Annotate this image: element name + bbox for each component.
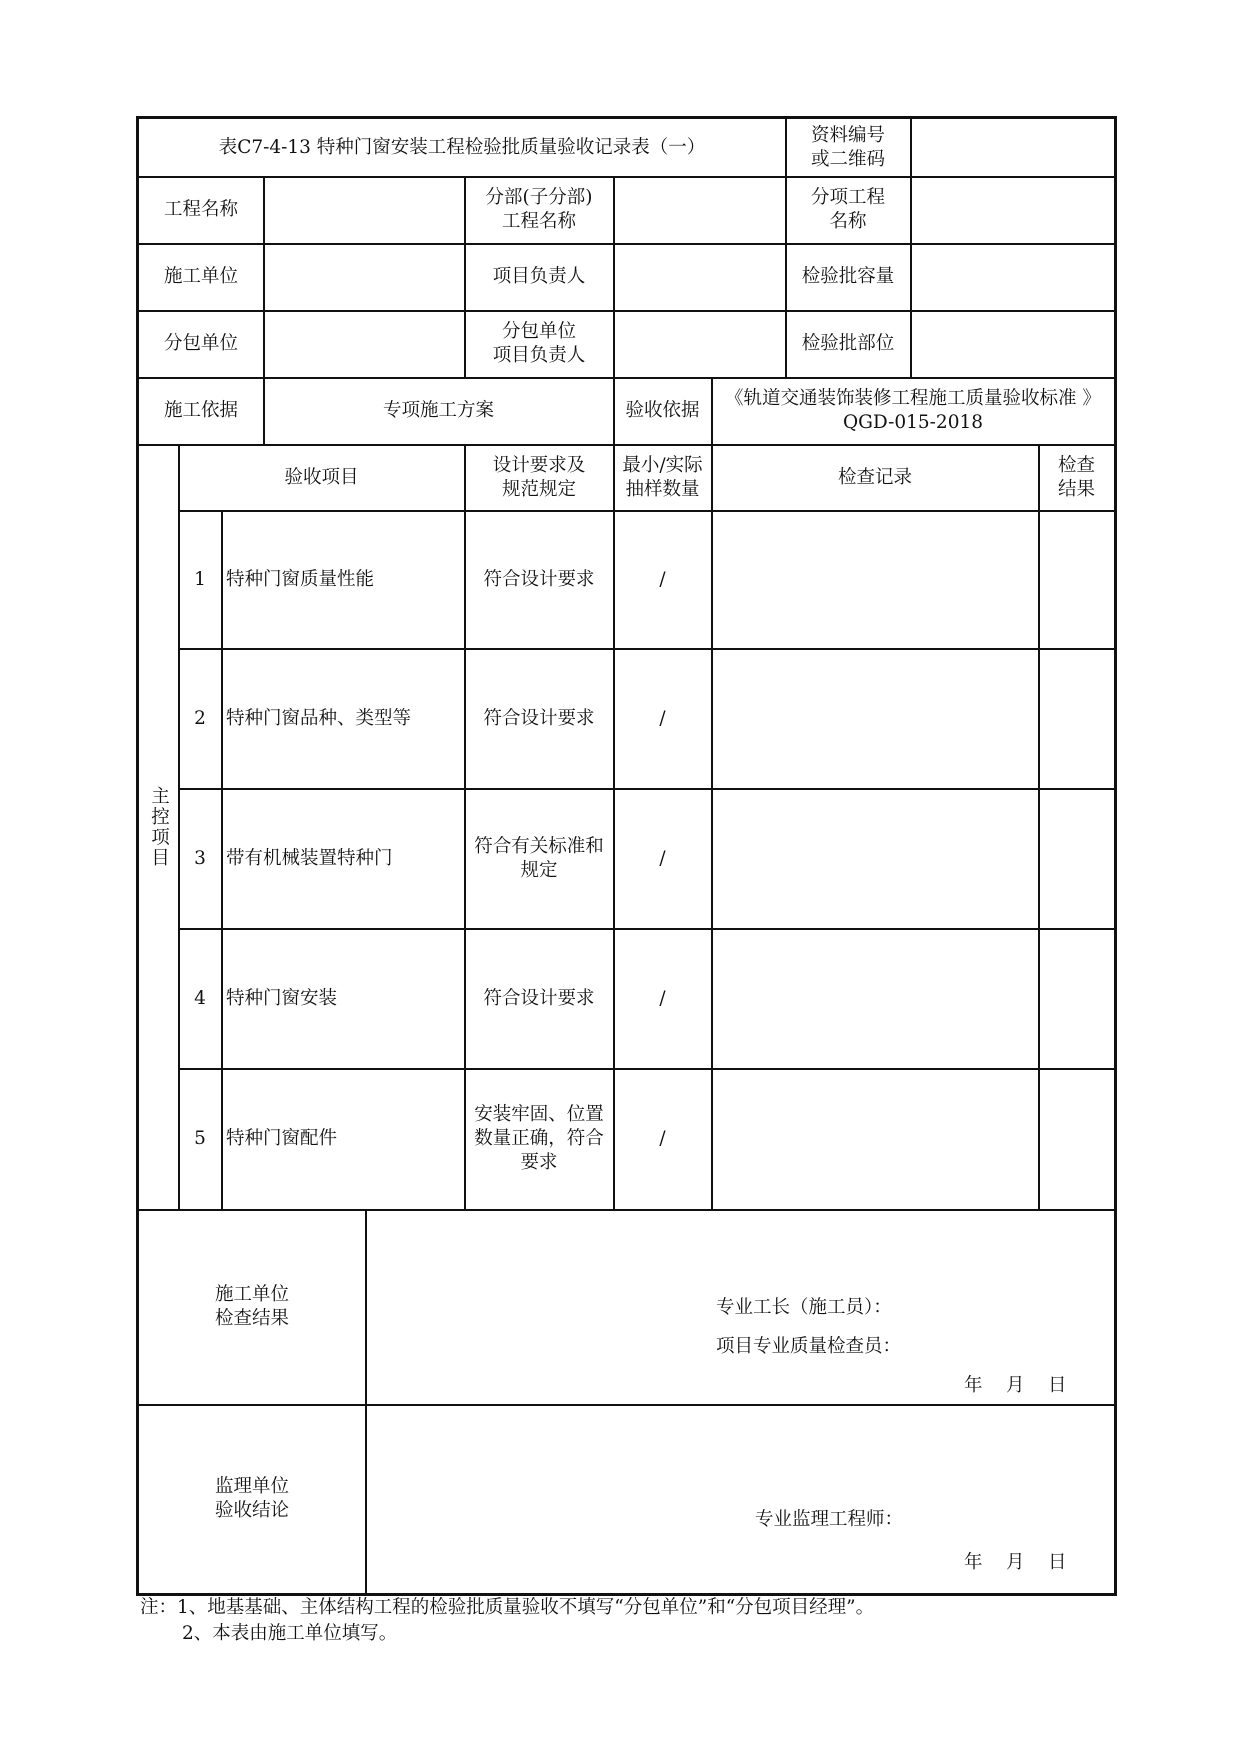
row-item: 带有机械装置特种门 [226,847,393,869]
row-check-result[interactable] [1039,789,1114,928]
row-item: 特种门窗质量性能 [226,568,375,590]
row-requirement: 符合设计要求 [483,707,595,729]
contractor-check-label: 施工单位 检查结果 [214,1284,289,1329]
batch-capacity-field[interactable] [911,244,1114,310]
basis-value: 专项施工方案 [382,400,494,421]
contractor-date: 年 月 日 [964,1375,1067,1396]
batch-location-label: 检验批部位 [801,333,895,354]
basis-label: 施工依据 [163,400,238,421]
row-requirement: 符合有关标准和 规定 [474,835,604,881]
contractor-label: 施工单位 [163,266,238,287]
code-field[interactable] [911,119,1114,176]
sub-division-field[interactable] [614,177,785,243]
sub-manager-field[interactable] [614,311,785,377]
sub-item-label: 分项工程 名称 [810,187,885,232]
row-sample-qty: / [659,847,666,869]
row-sample-qty: / [659,1128,666,1149]
main-control-text: 主控项目 [148,786,170,868]
row-number: 4 [194,987,206,1009]
row-check-result[interactable] [1039,1069,1114,1209]
project-name-label: 工程名称 [163,199,238,220]
row-number: 1 [194,568,206,590]
row-requirement: 安装牢固、位置 数量正确，符合 要求 [474,1104,604,1173]
row-sample-qty: / [659,707,666,729]
row-item: 特种门窗品种、类型等 [226,707,412,729]
quality-inspector-label: 项目专业质量检查员： [716,1336,902,1357]
sub-manager-label: 分包单位 项目负责人 [492,321,586,366]
batch-capacity-label: 检验批容量 [801,266,895,287]
project-manager-field[interactable] [614,244,785,310]
row-number: 2 [194,707,206,729]
note-line-2: 2、本表由施工单位填写。 [182,1623,398,1644]
main-control-label [139,445,178,1209]
row-check-record[interactable] [712,929,1038,1068]
row-number: 3 [194,847,206,869]
row-number: 5 [194,1128,206,1149]
sub-item-field[interactable] [911,177,1114,243]
col-line [365,1209,367,1596]
supervisor-date: 年 月 日 [964,1552,1067,1573]
row-item: 特种门窗配件 [226,1128,338,1149]
header-sample-qty: 最小/实际 抽样数量 [622,454,703,500]
batch-location-field[interactable] [911,311,1114,377]
row-sample-qty: / [659,568,666,590]
acceptance-basis-value: 《轨道交通装饰装修工程施工质量验收标准 》 QGD-015-2018 [725,388,1101,433]
form-title: 表C7-4-13 特种门窗安装工程检验批质量验收记录表（一） [218,136,706,158]
supervisor-check-label: 监理单位 验收结论 [214,1476,289,1521]
subcontractor-field[interactable] [264,311,464,377]
header-item: 验收项目 [284,466,359,488]
project-manager-label: 项目负责人 [492,266,586,287]
project-name-field[interactable] [264,177,464,243]
row-check-result[interactable] [1039,929,1114,1068]
foreman-signature-label: 专业工长（施工员）： [716,1297,892,1318]
row-check-result[interactable] [1039,649,1114,788]
row-check-result[interactable] [1039,511,1114,648]
note-line-1: 注：1、地基基础、主体结构工程的检验批质量验收不填写“分包单位”和“分包项目经理”。 [140,1597,875,1618]
row-item: 特种门窗安装 [226,987,338,1009]
row-requirement: 符合设计要求 [483,987,595,1009]
supervising-engineer-label: 专业监理工程师： [755,1509,904,1530]
subcontractor-label: 分包单位 [163,333,238,354]
contractor-field[interactable] [264,244,464,310]
row-check-record[interactable] [712,511,1038,648]
row-check-record[interactable] [712,789,1038,928]
row-sample-qty: / [659,987,666,1009]
row-check-record[interactable] [712,1069,1038,1209]
header-record: 检查记录 [837,466,912,488]
sub-division-label: 分部(子分部) 工程名称 [485,187,593,232]
header-design-req: 设计要求及 规范规定 [492,454,586,500]
row-check-record[interactable] [712,649,1038,788]
header-result: 检查 结果 [1057,454,1095,500]
acceptance-basis-label: 验收依据 [625,400,700,421]
row-requirement: 符合设计要求 [483,568,595,590]
code-label: 资料编号 或二维码 [810,124,885,170]
